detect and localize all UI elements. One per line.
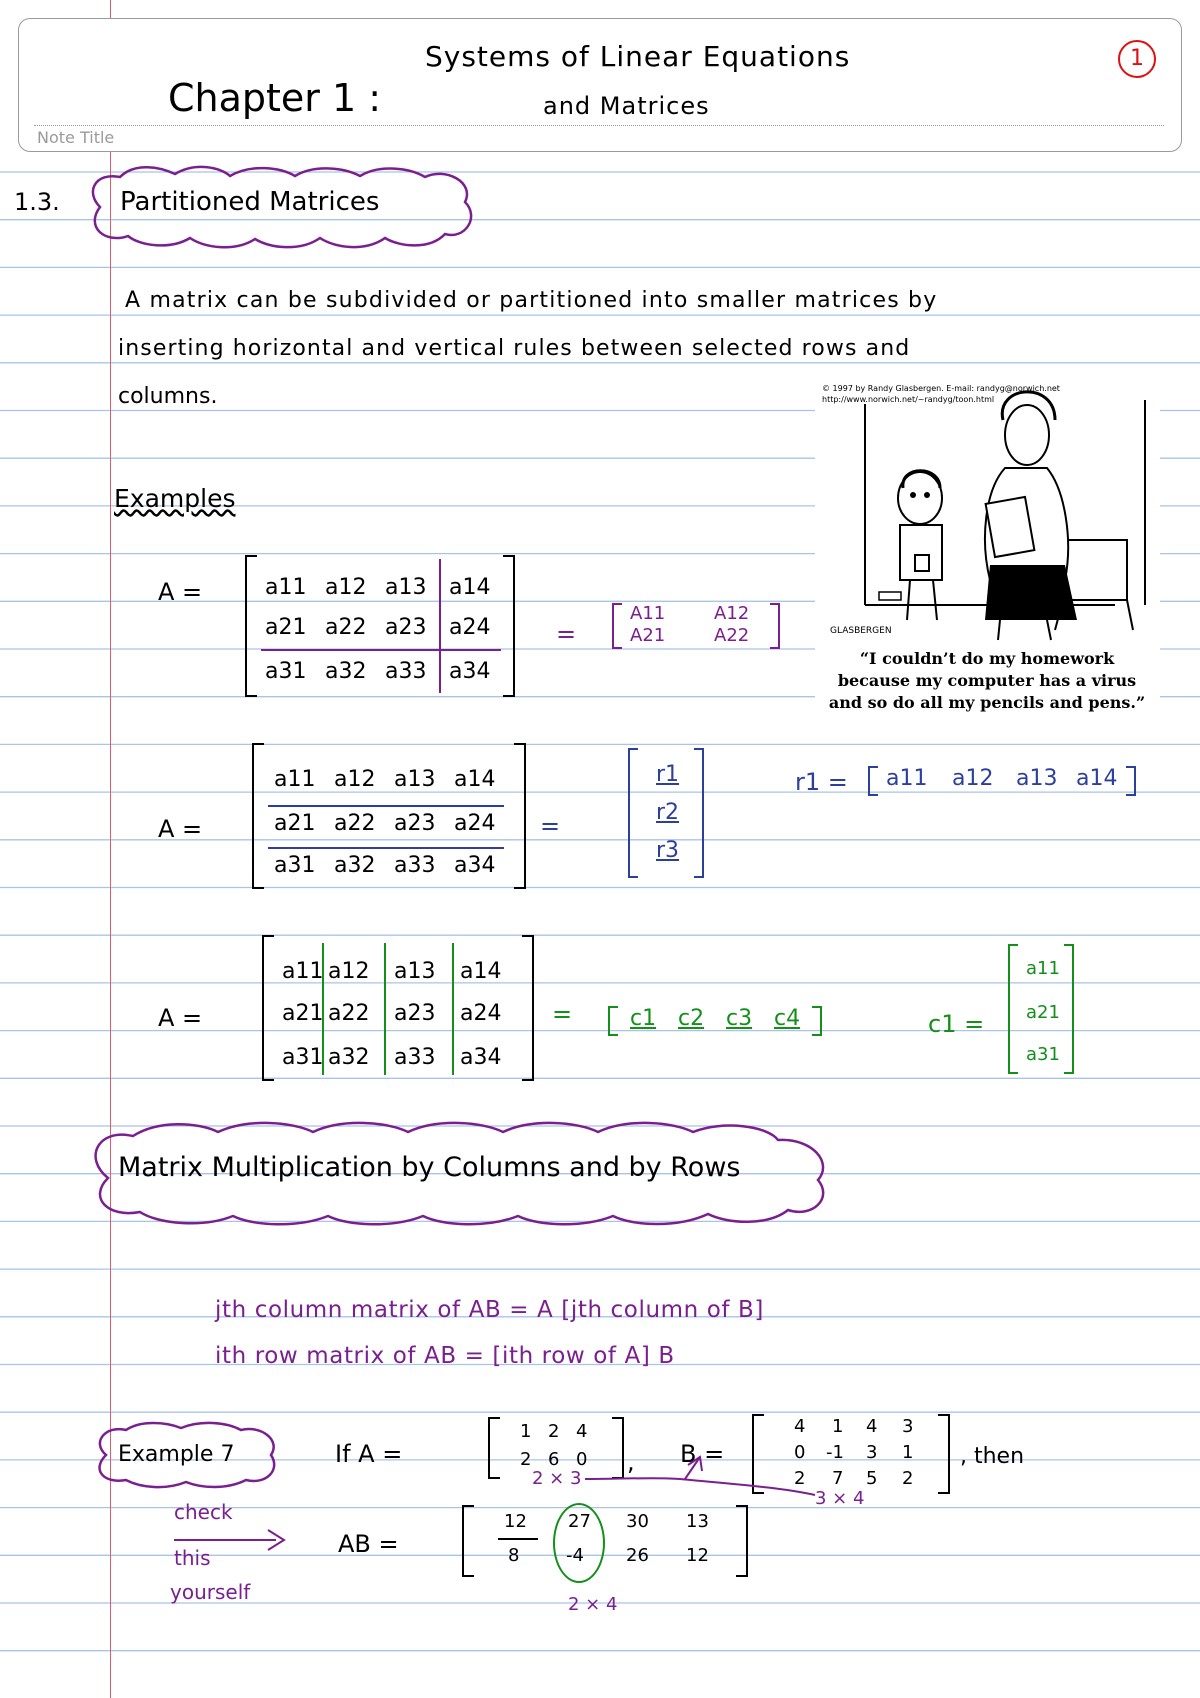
matrix-cell: a21	[274, 811, 316, 836]
matrix-A-cell: 6	[548, 1449, 560, 1470]
page-number: 1	[1118, 40, 1156, 78]
example7-then: , then	[960, 1444, 1025, 1469]
ex3-lhs: A =	[158, 1004, 203, 1032]
matrix-B-cell: 0	[794, 1442, 806, 1463]
block-cell: A11	[630, 603, 666, 624]
yourself-note: yourself	[170, 1580, 251, 1604]
column-entry: c1	[630, 1006, 657, 1031]
matrix-AB-cell: 30	[626, 1511, 649, 1532]
matrix-B-cell: 4	[866, 1416, 878, 1437]
matrix-cell: a33	[394, 853, 436, 878]
matrix-B-cell: 1	[832, 1416, 844, 1437]
ex1-block-matrix	[612, 603, 780, 649]
c1-entry: a11	[1026, 958, 1060, 979]
partition-vline	[439, 559, 441, 693]
ex2-lhs: A =	[158, 815, 203, 843]
partition-hline	[261, 649, 501, 651]
intro-line-3: columns.	[118, 384, 218, 409]
matrix-cell: a22	[328, 1001, 370, 1026]
underline-mark	[498, 1538, 538, 1540]
example7-if: If A =	[335, 1440, 403, 1468]
ex3-equals: =	[552, 1000, 573, 1028]
ex3-matrix	[262, 935, 534, 1081]
matrix-cell: a21	[265, 615, 307, 640]
partition-vline	[452, 943, 454, 1075]
matrix-cell: a22	[325, 615, 367, 640]
matrix-AB-cell: 12	[686, 1545, 709, 1566]
chapter-subtitle-line2: and Matrices	[543, 92, 710, 120]
matrix-AB-cell: 26	[626, 1545, 649, 1566]
block-cell: A21	[630, 625, 666, 646]
matrix-cell: a21	[282, 1001, 324, 1026]
this-note: this	[174, 1546, 211, 1570]
column-entry: c3	[726, 1006, 753, 1031]
cartoon-copyright-line1: © 1997 by Randy Glasbergen. E-mail: randyg@norwich.net	[822, 384, 1060, 393]
matrix-B-cell: 3	[866, 1442, 878, 1463]
matrix-B-cell: 1	[902, 1442, 914, 1463]
ex2-row-vector	[628, 748, 704, 878]
chapter-subtitle-line1: Systems of Linear Equations	[425, 40, 851, 73]
matrix-B-cell: 2	[902, 1468, 914, 1489]
matrix-cell: a32	[328, 1045, 370, 1070]
matrix-cell: a33	[385, 659, 427, 684]
note-title[interactable]: Note Title	[37, 128, 115, 147]
matrix-cell: a34	[449, 659, 491, 684]
check-note: check	[174, 1500, 233, 1524]
AB-dimension: 2 × 4	[568, 1594, 618, 1615]
cartoon-copyright-line2: http://www.norwich.net/~randyg/toon.html	[822, 395, 995, 404]
ex2-matrix	[252, 743, 526, 889]
matrix-cell: a32	[325, 659, 367, 684]
r1-entry: a11	[886, 766, 928, 791]
c1-definition-matrix	[1008, 944, 1074, 1074]
matrix-cell: a24	[454, 811, 496, 836]
matrix-cell: a14	[454, 767, 496, 792]
matrix-cell: a31	[282, 1045, 324, 1070]
ex1-matrix	[245, 555, 515, 697]
r1-definition-matrix	[868, 766, 1136, 796]
section-title: Partitioned Matrices	[120, 187, 380, 217]
matrix-cell: a11	[282, 959, 324, 984]
r1-entry: a14	[1076, 766, 1118, 791]
matrix-cell: a23	[394, 1001, 436, 1026]
block-cell: A12	[714, 603, 750, 624]
cartoon-signature: GLASBERGEN	[830, 626, 892, 636]
matrix-AB-cell: -4	[566, 1545, 584, 1566]
ex3-column-vector	[608, 1006, 822, 1036]
matrix-cell: a12	[334, 767, 376, 792]
matrix-cell: a11	[274, 767, 316, 792]
matrix-B-cell: 4	[794, 1416, 806, 1437]
section2-title: Matrix Multiplication by Columns and by Rows	[118, 1152, 741, 1183]
matrix-A-cell: 2	[520, 1449, 532, 1470]
partition-vline	[322, 943, 324, 1075]
partition-vline	[384, 943, 386, 1075]
dimension-arrows	[580, 1455, 840, 1505]
matrix-cell: a12	[325, 575, 367, 600]
ex1-lhs: A =	[158, 578, 203, 606]
column-entry: c4	[774, 1006, 801, 1031]
r1-entry: a12	[952, 766, 994, 791]
row-vector-entry: r2	[656, 800, 680, 825]
cartoon-copyright	[822, 383, 1060, 405]
rule-row: ith row matrix of AB = [ith row of A] B	[215, 1343, 675, 1369]
example7-B: B =	[680, 1440, 725, 1468]
matrix-AB-cell: 27	[568, 1511, 591, 1532]
r1-entry: a13	[1016, 766, 1058, 791]
matrix-AB-cell: 13	[686, 1511, 709, 1532]
row-vector-entry: r1	[656, 762, 680, 787]
matrix-cell: a11	[265, 575, 307, 600]
c1-entry: a31	[1026, 1044, 1060, 1065]
section-number: 1.3.	[14, 188, 60, 216]
example7-label: Example 7	[118, 1442, 235, 1467]
intro-line-2: inserting horizontal and vertical rules between selected rows and	[118, 336, 911, 361]
matrix-A-cell: 2	[548, 1421, 560, 1442]
matrix-B-cell: 7	[832, 1468, 844, 1489]
column-entry: c2	[678, 1006, 705, 1031]
matrix-cell: a31	[265, 659, 307, 684]
header-divider	[34, 125, 1164, 126]
rule-column: jth column matrix of AB = A [jth column of B]	[215, 1297, 764, 1323]
example7-comma: ,	[627, 1448, 635, 1476]
matrix-cell: a24	[460, 1001, 502, 1026]
matrix-AB	[462, 1505, 748, 1577]
matrix-cell: a13	[394, 767, 436, 792]
matrix-B-cell: 5	[866, 1468, 878, 1489]
c1-definition-lhs: c1 =	[928, 1010, 985, 1038]
matrix-AB-cell: 8	[508, 1545, 520, 1566]
matrix-cell: a23	[394, 811, 436, 836]
ex1-equals: =	[556, 620, 577, 648]
matrix-cell: a34	[460, 1045, 502, 1070]
matrix-cell: a34	[454, 853, 496, 878]
matrix-B-cell: -1	[826, 1442, 844, 1463]
matrix-cell: a12	[328, 959, 370, 984]
matrix-cell: a14	[449, 575, 491, 600]
partition-hline	[268, 805, 504, 807]
matrix-A-cell: 1	[520, 1421, 532, 1442]
row-vector-entry: r3	[656, 838, 680, 863]
chapter-title: Chapter 1 :	[168, 76, 382, 120]
matrix-cell: a13	[385, 575, 427, 600]
matrix-cell: a31	[274, 853, 316, 878]
matrix-cell: a32	[334, 853, 376, 878]
matrix-cell: a24	[449, 615, 491, 640]
partition-hline	[268, 847, 504, 849]
matrix-A-cell: 4	[576, 1421, 588, 1442]
AB-lhs: AB =	[338, 1530, 399, 1558]
ex2-equals: =	[540, 812, 561, 840]
intro-line-1: A matrix can be subdivided or partitioned into smaller matrices by	[125, 288, 938, 313]
matrix-cell: a23	[385, 615, 427, 640]
circled-entry	[553, 1503, 605, 1583]
matrix-A-cell: 0	[576, 1449, 588, 1470]
A-dimension: 2 × 3	[532, 1468, 582, 1489]
c1-entry: a21	[1026, 1002, 1060, 1023]
cartoon-caption: “I couldn’t do my homework because my computer has a virus and so do all my pencils and pens.”	[828, 649, 1146, 712]
matrix-cell: a33	[394, 1045, 436, 1070]
matrix-B-cell: 3	[902, 1416, 914, 1437]
examples-heading: Examples	[114, 484, 236, 513]
matrix-cell: a13	[394, 959, 436, 984]
r1-definition-lhs: r1 =	[795, 768, 848, 796]
block-cell: A22	[714, 625, 750, 646]
matrix-AB-cell: 12	[504, 1511, 527, 1532]
matrix-B-cell: 2	[794, 1468, 806, 1489]
matrix-cell: a22	[334, 811, 376, 836]
B-dimension: 3 × 4	[815, 1488, 865, 1509]
matrix-cell: a14	[460, 959, 502, 984]
